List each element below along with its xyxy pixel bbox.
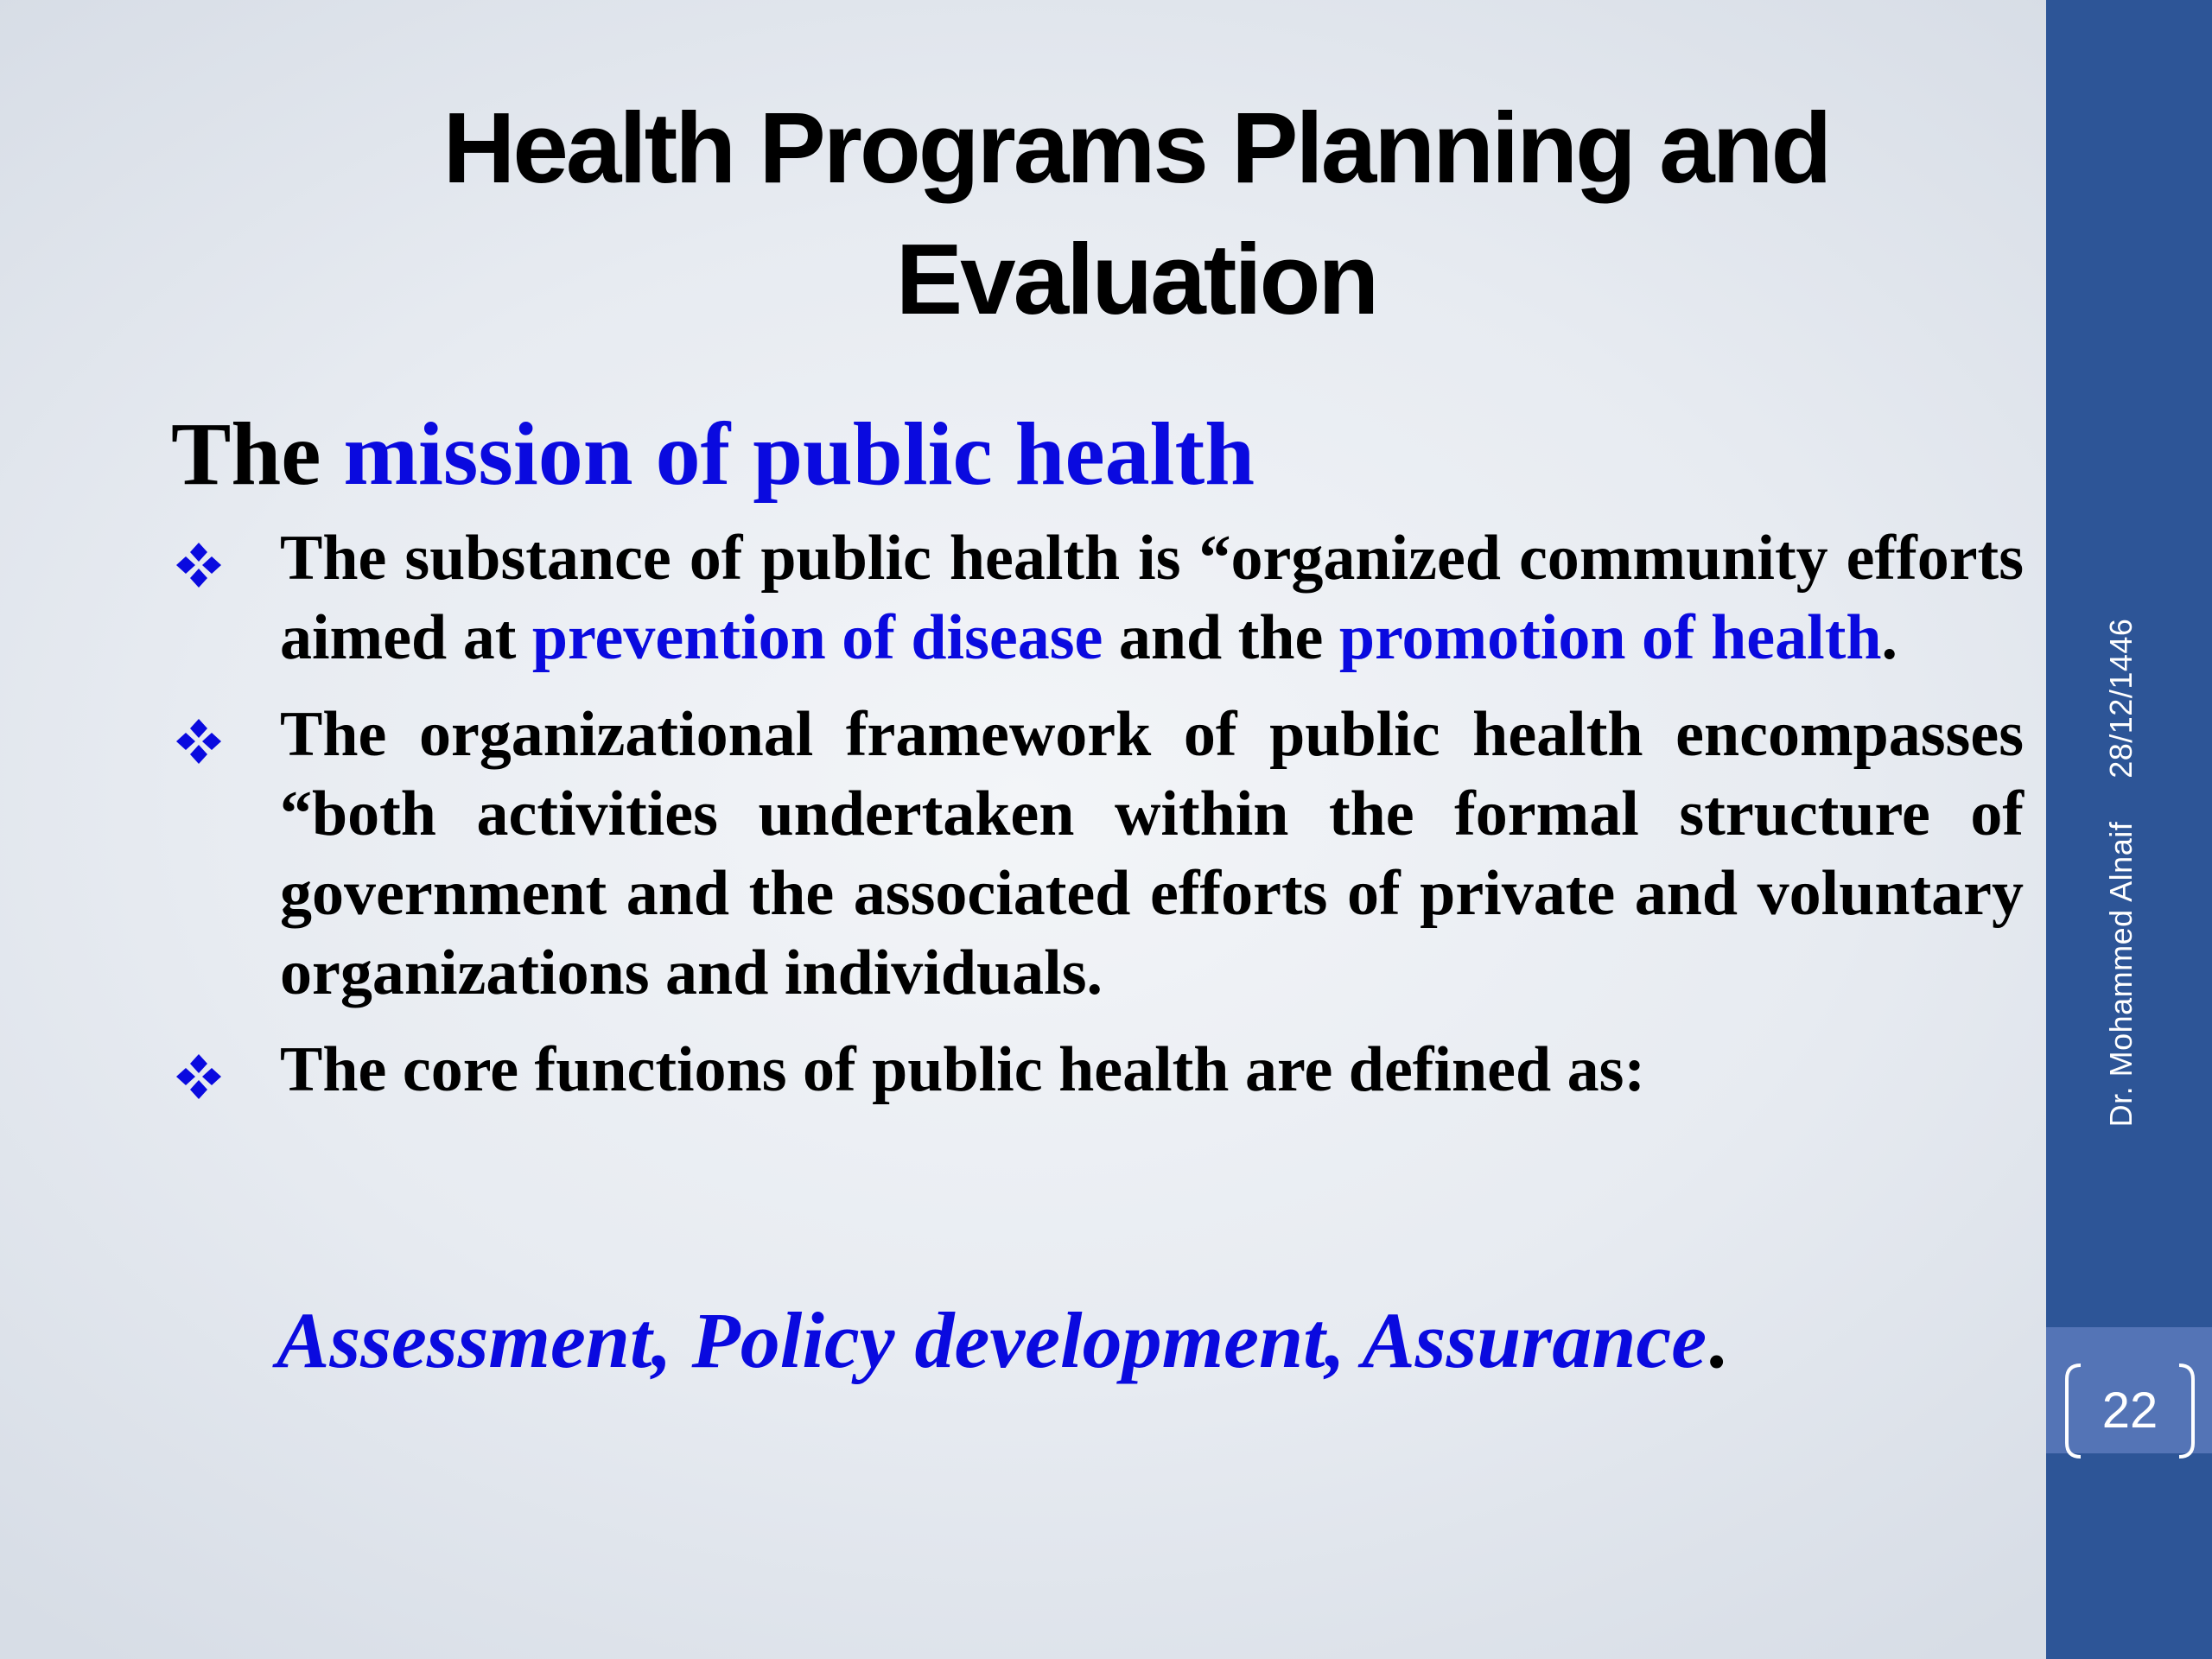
section-heading-highlight: mission of public health bbox=[343, 404, 1255, 504]
bullet-highlight: promotion of health bbox=[1338, 602, 1882, 673]
core-functions-line bbox=[276, 1293, 1726, 1388]
bullet-text: The substance of public health is “organized community efforts aimed at bbox=[280, 523, 2024, 673]
bullet-text: The organizational framework of public health encompasses “both activities undertaken within the formal structure of government and the associated efforts of private and voluntary organizations and individuals. bbox=[280, 699, 2024, 1008]
section-heading bbox=[171, 403, 1255, 506]
bullet-text: . bbox=[1881, 602, 1897, 673]
bullet-item bbox=[171, 695, 2024, 1013]
core-functions-text: Assessment, Policy development, Assurance bbox=[276, 1296, 1707, 1384]
footer-text bbox=[2103, 619, 2139, 1128]
bullet-highlight: prevention of disease bbox=[531, 602, 1103, 673]
bullet-text: The core functions of public health are defined as: bbox=[280, 1034, 1646, 1105]
footer-date: 28/12/1446 bbox=[2103, 618, 2139, 779]
page-number: 22 bbox=[2101, 1382, 2158, 1439]
bullet-list bbox=[171, 518, 2024, 1127]
slide-title: Health Programs Planning and Evaluation bbox=[442, 92, 1830, 335]
bullet-item bbox=[171, 518, 2024, 677]
footer-author: Dr. Mohammed Alnaif bbox=[2103, 821, 2139, 1128]
bullet-text: and the bbox=[1103, 602, 1339, 673]
bullet-item bbox=[171, 1030, 2024, 1109]
four-diamond-bullet-icon bbox=[173, 1051, 225, 1103]
section-heading-prefix: The bbox=[171, 404, 344, 504]
four-diamond-bullet-icon bbox=[173, 539, 225, 591]
four-diamond-bullet-icon bbox=[173, 715, 225, 767]
core-functions-period: . bbox=[1707, 1296, 1727, 1384]
